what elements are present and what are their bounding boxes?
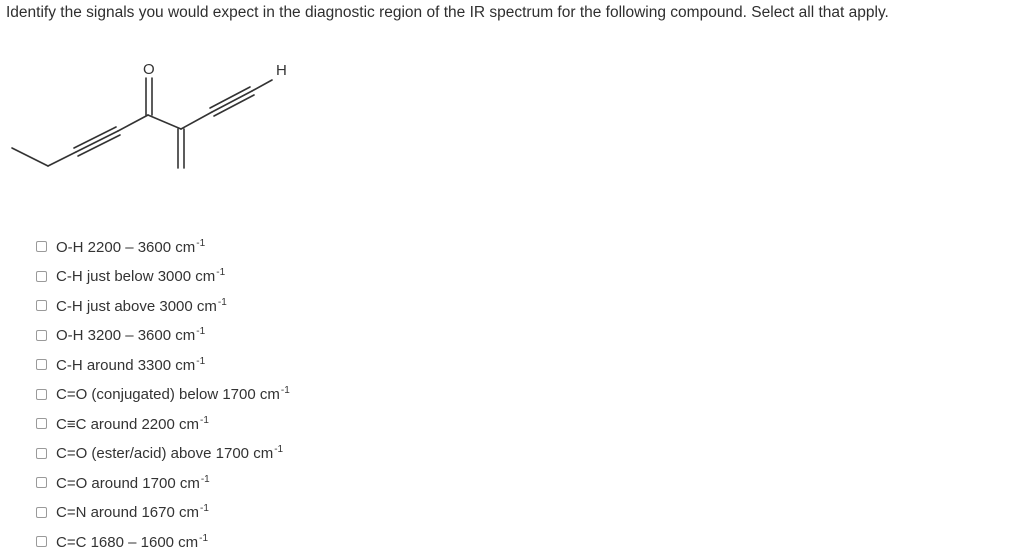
option-ch-around-3300[interactable] — [36, 350, 290, 380]
molecule-structure — [0, 48, 320, 183]
option-label: C-H just above 3000 $cm^{-1}$ — [56, 296, 227, 315]
triple-bond-left-2 — [78, 135, 120, 156]
checkbox[interactable] — [36, 507, 47, 518]
checkbox[interactable] — [36, 448, 47, 459]
option-label: C=C 1680 – 1600 $cm^{-1}$ — [56, 532, 209, 551]
bond-terminal-h — [252, 80, 272, 91]
checkbox[interactable] — [36, 330, 47, 341]
option-oh-2200-3600[interactable] — [36, 232, 290, 262]
option-oh-3200-3600[interactable] — [36, 321, 290, 351]
checkbox[interactable] — [36, 389, 47, 400]
carbonyl-oxygen-label: O — [143, 61, 155, 78]
option-ch-below-3000[interactable] — [36, 262, 290, 292]
option-label: C-H around 3300 $cm^{-1}$ — [56, 355, 206, 374]
bond-ch3-ch2 — [12, 148, 48, 166]
triple-bond-left-1 — [76, 131, 118, 152]
triple-bond-right-1 — [212, 91, 252, 112]
option-ch-above-3000[interactable] — [36, 291, 290, 321]
checkbox[interactable] — [36, 241, 47, 252]
option-label: C=O around 1700 $cm^{-1}$ — [56, 473, 210, 492]
checkbox[interactable] — [36, 536, 47, 547]
option-label: C-H just below 3000 $cm^{-1}$ — [56, 267, 226, 286]
option-co-around-1700[interactable] — [36, 468, 290, 498]
bond-ch2-alkyne — [48, 152, 76, 166]
option-co-ester-acid[interactable] — [36, 439, 290, 469]
option-label: C=O (ester/acid) above 1700 $cm^{-1}$ — [56, 444, 284, 463]
bond-carbonyl-alkene — [148, 115, 181, 129]
triple-bond-left-3 — [74, 127, 116, 148]
checkbox[interactable] — [36, 300, 47, 311]
checkbox[interactable] — [36, 418, 47, 429]
checkbox[interactable] — [36, 359, 47, 370]
option-label: O-H 2200 – 3600 $cm^{-1}$ — [56, 237, 206, 256]
option-label: O-H 3200 – 3600 $cm^{-1}$ — [56, 326, 206, 345]
triple-bond-right-2 — [214, 95, 254, 116]
option-cc-double-1680-1600[interactable] — [36, 527, 290, 557]
option-label: C=O (conjugated) below 1700 $cm^{-1}$ — [56, 385, 290, 404]
question-prompt: Identify the signals you would expect in the diagnostic region of the IR spectrum for the following compound. Select all that apply. — [6, 4, 889, 21]
bond-alkene-alkyne — [181, 112, 212, 129]
option-label: C=N around 1670 $cm^{-1}$ — [56, 503, 209, 522]
option-cc-triple-2200[interactable] — [36, 409, 290, 439]
checkbox[interactable] — [36, 271, 47, 282]
triple-bond-right-3 — [210, 87, 250, 108]
option-co-conjugated[interactable] — [36, 380, 290, 410]
option-label: C≡C around 2200 $cm^{-1}$ — [56, 414, 209, 433]
terminal-hydrogen-label: H — [276, 62, 287, 79]
bond-alkyne-carbonyl — [118, 115, 148, 131]
answer-options — [36, 232, 290, 557]
option-cn-around-1670[interactable] — [36, 498, 290, 528]
checkbox[interactable] — [36, 477, 47, 488]
